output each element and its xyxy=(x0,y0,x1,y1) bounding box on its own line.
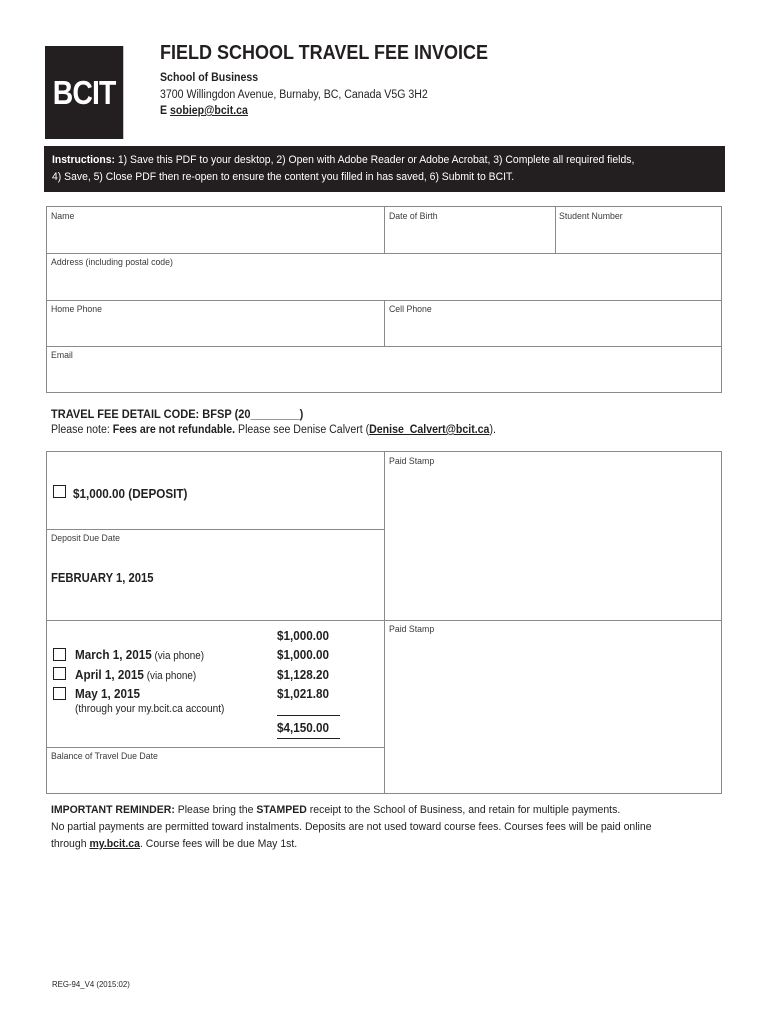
march-payment-amount: $1,000.00 xyxy=(277,647,330,662)
stamp-column-divider xyxy=(384,452,385,793)
row-divider xyxy=(47,346,721,347)
cell-phone-field[interactable]: Cell Phone xyxy=(389,304,432,315)
row-divider xyxy=(47,620,721,621)
balance-total: $4,150.00 xyxy=(277,720,330,735)
deposit-amount-label: $1,000.00 (DEPOSIT) xyxy=(73,486,188,501)
row-divider xyxy=(47,747,384,748)
total-underline xyxy=(277,738,340,739)
address-field[interactable]: Address (including postal code) xyxy=(51,257,173,268)
april-payment-amount: $1,128.20 xyxy=(277,667,330,682)
school-email-link[interactable]: sobiep@bcit.ca xyxy=(170,105,248,117)
page-title: FIELD SCHOOL TRAVEL FEE INVOICE xyxy=(160,42,489,64)
balance-due-date-label: Balance of Travel Due Date xyxy=(51,751,158,762)
total-rule xyxy=(277,715,340,716)
deposit-due-date-label: Deposit Due Date xyxy=(51,533,120,544)
denise-calvert-email-link[interactable]: Denise_Calvert@bcit.ca xyxy=(369,424,490,436)
my-bcit-link[interactable]: my.bcit.ca xyxy=(89,838,140,850)
instructions-banner xyxy=(44,146,725,192)
deposit-paid-stamp-area: Paid Stamp xyxy=(389,456,435,467)
name-field[interactable]: Name xyxy=(51,211,75,222)
column-divider xyxy=(384,207,385,253)
instructions-label: Instructions: xyxy=(52,154,116,166)
row-divider xyxy=(47,253,721,254)
march-payment-label: March 1, 2015 (via phone) xyxy=(75,647,205,662)
may-payment-checkbox[interactable] xyxy=(53,687,66,700)
row-divider xyxy=(47,529,384,530)
april-payment-label: April 1, 2015 (via phone) xyxy=(75,667,197,682)
instructions-line-2: 4) Save, 5) Close PDF then re-open to ensure the content you filled in has saved, 6) Submit to BCIT. xyxy=(52,171,515,183)
form-code: REG-94_V4 (2015:02) xyxy=(52,979,130,989)
deposit-amount-summary: $1,000.00 xyxy=(277,628,330,643)
bcit-logo: BCIT xyxy=(45,46,123,139)
may-payment-amount: $1,021.80 xyxy=(277,686,330,701)
home-phone-field[interactable]: Home Phone xyxy=(51,304,103,315)
fee-payment-box xyxy=(46,451,722,794)
deposit-checkbox[interactable] xyxy=(53,485,66,498)
school-email: E sobiep@bcit.ca xyxy=(160,105,248,117)
through-account-note: (through your my.bcit.ca account) xyxy=(75,703,225,715)
column-divider xyxy=(384,300,385,346)
travel-fee-detail-code: TRAVEL FEE DETAIL CODE: BFSP (20________) xyxy=(51,407,304,421)
school-name: School of Business xyxy=(160,72,259,84)
email-field[interactable]: Email xyxy=(51,350,73,361)
may-payment-label: May 1, 2015 xyxy=(75,686,141,701)
important-reminder: IMPORTANT REMINDER: Please bring the STAMPED receipt to the School of Business, and retain for multiple payments. No partial payments are permitted toward instalments. Deposits are not used toward course fees. Courses fees will be paid online through my.bcit.ca. Course fees will be due May 1st. xyxy=(51,804,652,850)
school-address: 3700 Willingdon Avenue, Burnaby, BC, Canada V5G 3H2 xyxy=(160,89,428,101)
refund-note: Please note: Fees are not refundable. Please see Denise Calvert (Denise_Calvert@bcit.ca). xyxy=(51,424,496,436)
instructions-line-1: 1) Save this PDF to your desktop, 2) Open with Adobe Reader or Adobe Acrobat, 3) Complete all required fields, xyxy=(115,154,635,166)
april-payment-checkbox[interactable] xyxy=(53,667,66,680)
date-of-birth-field[interactable]: Date of Birth xyxy=(389,211,438,222)
balance-paid-stamp-area: Paid Stamp xyxy=(389,624,435,635)
student-number-field[interactable]: Student Number xyxy=(559,211,623,222)
column-divider xyxy=(555,207,556,253)
deposit-due-date: FEBRUARY 1, 2015 xyxy=(51,571,154,585)
march-payment-checkbox[interactable] xyxy=(53,648,66,661)
student-info-form xyxy=(46,206,722,393)
